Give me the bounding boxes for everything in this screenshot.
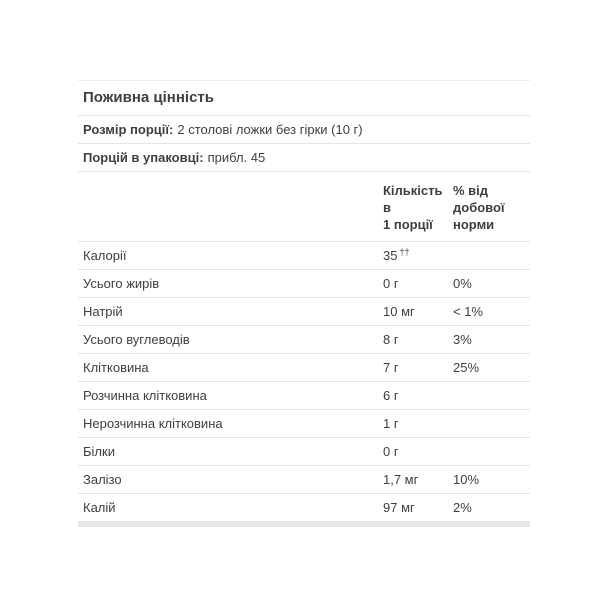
row-dv: 25% xyxy=(453,360,480,375)
row-amount: 7 г xyxy=(383,360,399,375)
column-header-spacer xyxy=(83,182,383,233)
serving-size-label: Розмір порції: xyxy=(83,122,174,137)
row-amount: 10 мг xyxy=(383,304,415,319)
table-row-protein xyxy=(78,438,530,466)
row-label: Калій xyxy=(83,500,116,515)
table-row-fiber xyxy=(78,354,530,382)
row-amount: 1,7 мг xyxy=(383,472,419,487)
row-label: Клітковина xyxy=(83,360,149,375)
table-row-total-carbs xyxy=(78,326,530,354)
row-dv: 0% xyxy=(453,276,472,291)
row-label: Калорії xyxy=(83,248,127,263)
nutrition-facts-table xyxy=(78,80,530,527)
servings-per-container-value: прибл. 45 xyxy=(207,150,266,165)
row-amount: 35 †† xyxy=(383,246,410,263)
serving-size-value: 2 столові ложки без гірки (10 г) xyxy=(177,122,363,137)
table-row-total-fat xyxy=(78,270,530,298)
row-amount: 97 мг xyxy=(383,500,415,515)
table-row-iron xyxy=(78,466,530,494)
row-label: Усього жирів xyxy=(83,276,160,291)
row-label: Залізо xyxy=(83,472,122,487)
column-header-dv: % від добової норми xyxy=(453,183,505,232)
table-row-insoluble-fiber xyxy=(78,410,530,438)
row-amount: 8 г xyxy=(383,332,399,347)
servings-per-container-row xyxy=(78,144,530,172)
row-dv: 10% xyxy=(453,472,480,487)
row-amount: 0 г xyxy=(383,444,399,459)
row-label: Нерозчинна клітковина xyxy=(83,416,223,431)
servings-per-container-label: Порцій в упаковці: xyxy=(83,150,204,165)
row-label: Білки xyxy=(83,444,115,459)
serving-size-row xyxy=(78,116,530,144)
row-label: Натрій xyxy=(83,304,123,319)
column-header-row xyxy=(78,172,530,242)
row-amount: 6 г xyxy=(383,388,399,403)
table-row-soluble-fiber xyxy=(78,382,530,410)
row-dv: < 1% xyxy=(453,304,483,319)
row-amount: 1 г xyxy=(383,416,399,431)
row-label: Розчинна клітковина xyxy=(83,388,207,403)
row-label: Усього вуглеводів xyxy=(83,332,190,347)
daggers-footnote-marker: †† xyxy=(399,246,410,257)
table-title: Поживна цінність xyxy=(78,80,530,116)
table-bottom-band xyxy=(78,522,530,527)
row-dv: 2% xyxy=(453,500,472,515)
row-dv: 3% xyxy=(453,332,472,347)
table-row-calories xyxy=(78,242,530,270)
row-amount: 0 г xyxy=(383,276,399,291)
table-row-sodium xyxy=(78,298,530,326)
table-row-potassium xyxy=(78,494,530,522)
column-header-amount: Кількість в 1 порції xyxy=(383,183,443,232)
